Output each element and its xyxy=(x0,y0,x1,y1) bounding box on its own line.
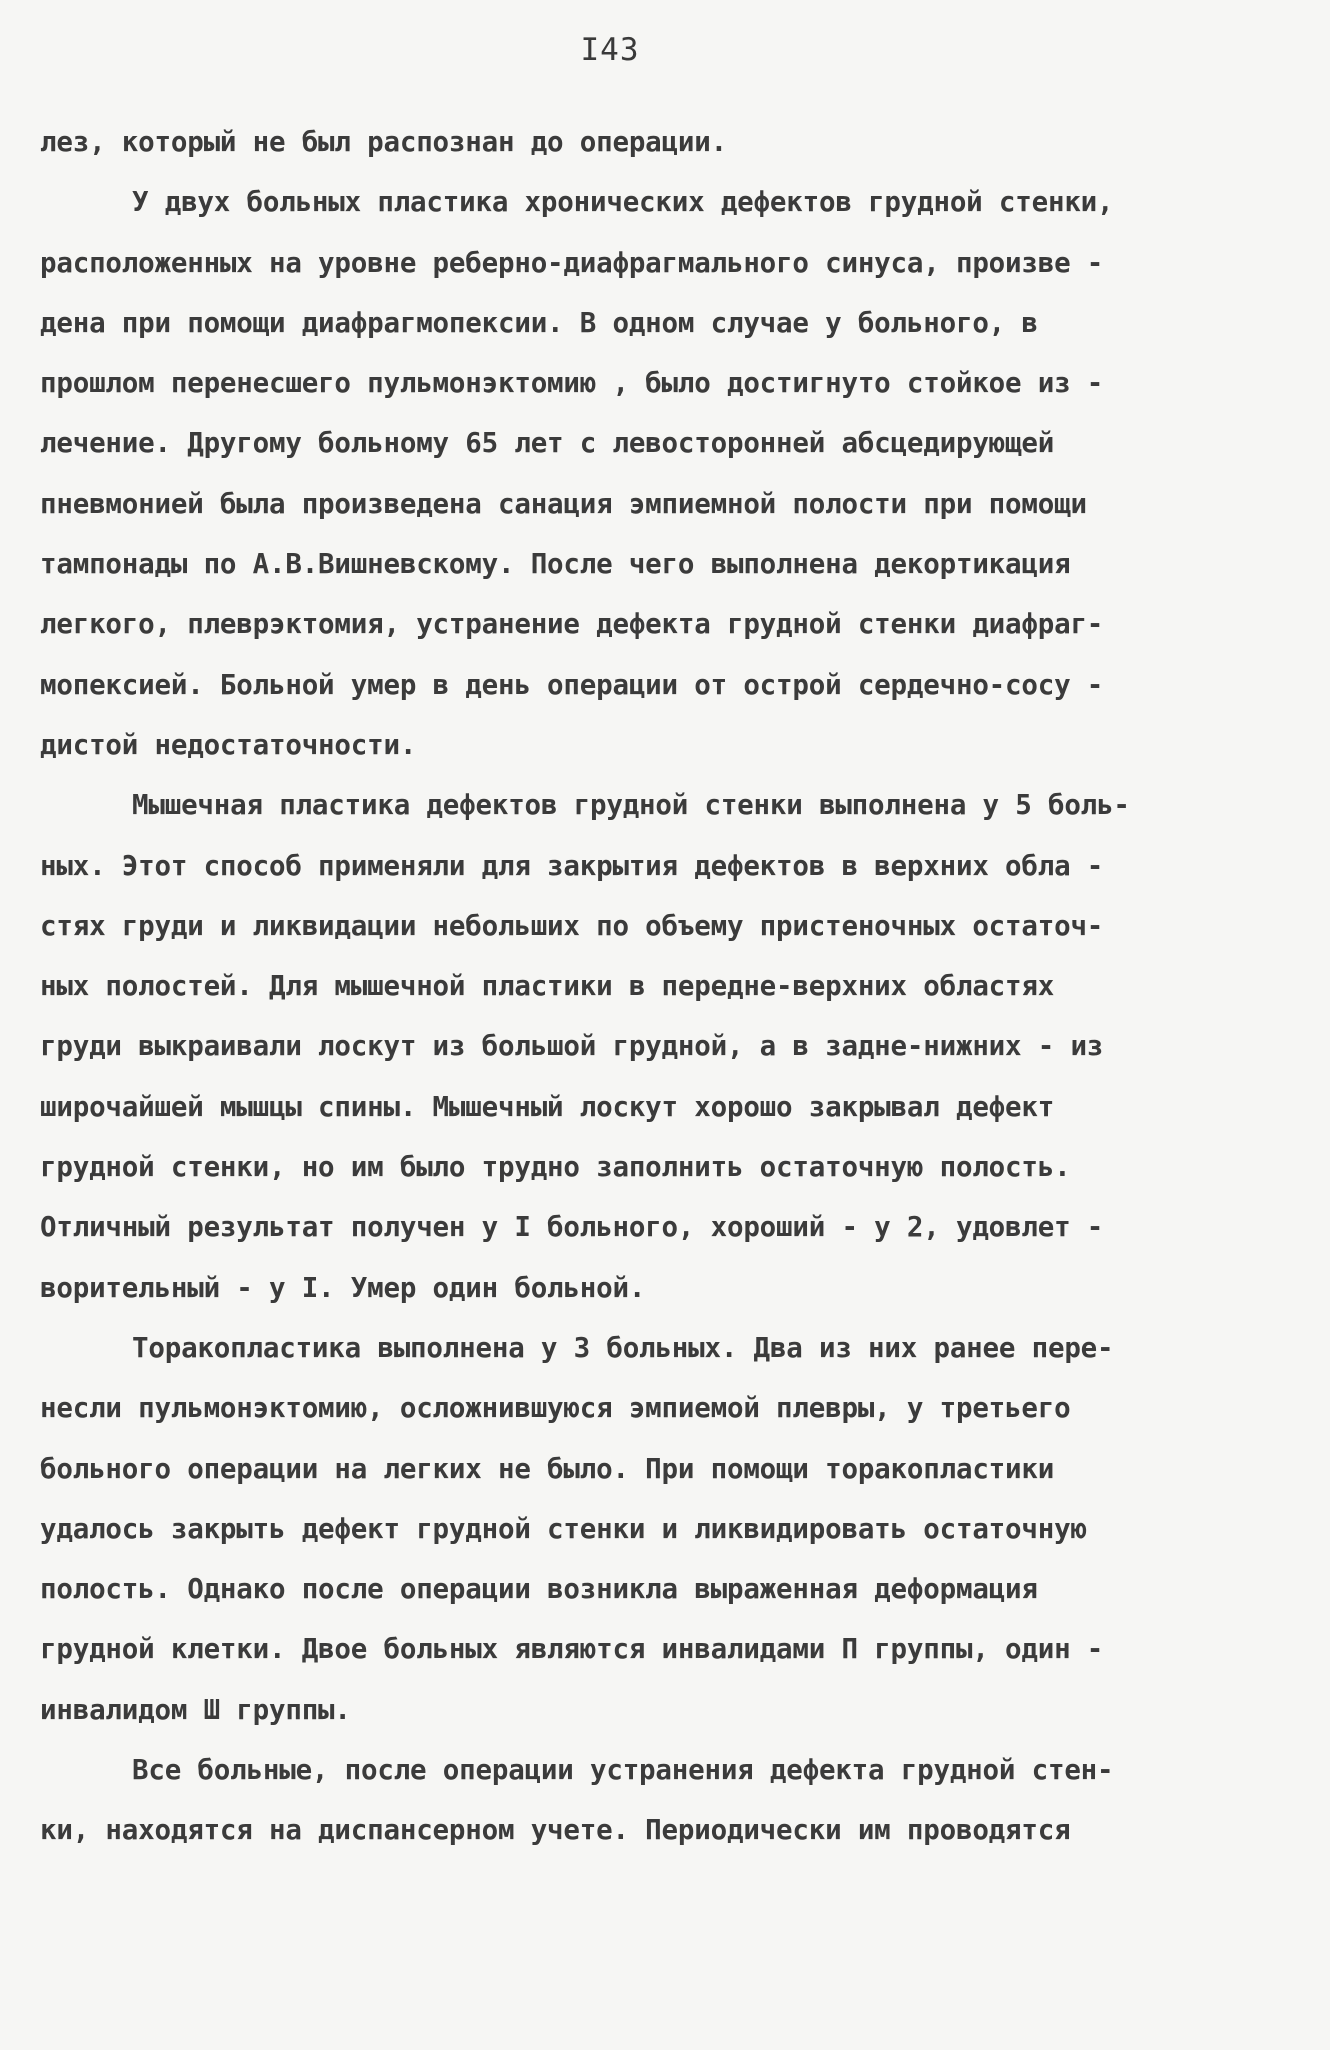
page-number: I43 xyxy=(580,32,640,68)
text-line: ки, находятся на диспансерном учете. Периодически им проводятся xyxy=(40,1814,1071,1847)
text-line: полость. Однако после операции возникла выраженная деформация xyxy=(40,1573,1038,1606)
text-line: грудной клетки. Двое больных являются инвалидами П группы, один - xyxy=(40,1633,1104,1666)
text-line: расположенных на уровне реберно-диафрагмального синуса, произве - xyxy=(40,246,1104,279)
text-line: прошлом перенесшего пульмонэктомию , было достигнуто стойкое из - xyxy=(40,367,1104,400)
text-line: больного операции на легких не было. При помощи торакопластики xyxy=(40,1452,1055,1485)
text-line: Торакопластика выполнена у 3 больных. Два из них ранее пере- xyxy=(132,1331,1114,1364)
text-line: грудной стенки, но им было трудно заполнить остаточную полость. xyxy=(40,1151,1071,1184)
text-line: инвалидом Ш группы. xyxy=(40,1693,351,1726)
text-line: стях груди и ликвидации небольших по объему пристеночных остаточ- xyxy=(40,909,1104,942)
text-line: Все больные, после операции устранения дефекта грудной стен- xyxy=(132,1754,1114,1787)
text-line: Отличный результат получен у I больного, хороший - у 2, удовлет - xyxy=(40,1211,1104,1244)
text-line: удалось закрыть дефект грудной стенки и ликвидировать остаточную xyxy=(40,1512,1087,1545)
text-line: несли пульмонэктомию, осложнившуюся эмпиемой плевры, у третьего xyxy=(40,1392,1071,1425)
text-line: лез, который не был распознан до операции. xyxy=(40,126,727,158)
text-line: ных полостей. Для мышечной пластики в передне-верхних областях xyxy=(40,970,1055,1003)
text-line: тампонады по А.В.Вишневскому. После чего выполнена декортикация xyxy=(40,548,1071,581)
body-text xyxy=(40,112,1310,1861)
text-line: дена при помощи диафрагмопексии. В одном случае у больного, в xyxy=(40,306,1038,339)
text-line: широчайшей мышцы спины. Мышечный лоскут хорошо закрывал дефект xyxy=(40,1090,1055,1123)
text-line: лечение. Другому больному 65 лет с левосторонней абсцедирующей xyxy=(40,427,1055,460)
text-line: Мышечная пластика дефектов грудной стенки выполнена у 5 боль- xyxy=(132,789,1130,822)
text-line: дистой недостаточности. xyxy=(40,728,417,761)
text-line: У двух больных пластика хронических дефектов грудной стенки, xyxy=(132,186,1114,219)
text-line: мопексией. Больной умер в день операции от острой сердечно-сосу - xyxy=(40,668,1104,701)
text-line: ворительный - у I. Умер один больной. xyxy=(40,1271,646,1304)
text-line: ных. Этот способ применяли для закрытия дефектов в верхних обла - xyxy=(40,849,1104,882)
text-line: груди выкраивали лоскут из большой грудной, а в задне-нижних - из xyxy=(40,1030,1104,1063)
text-line: легкого, плеврэктомия, устранение дефекта грудной стенки диафраг- xyxy=(40,608,1104,641)
text-line: пневмонией была произведена санация эмпиемной полости при помощи xyxy=(40,487,1087,520)
